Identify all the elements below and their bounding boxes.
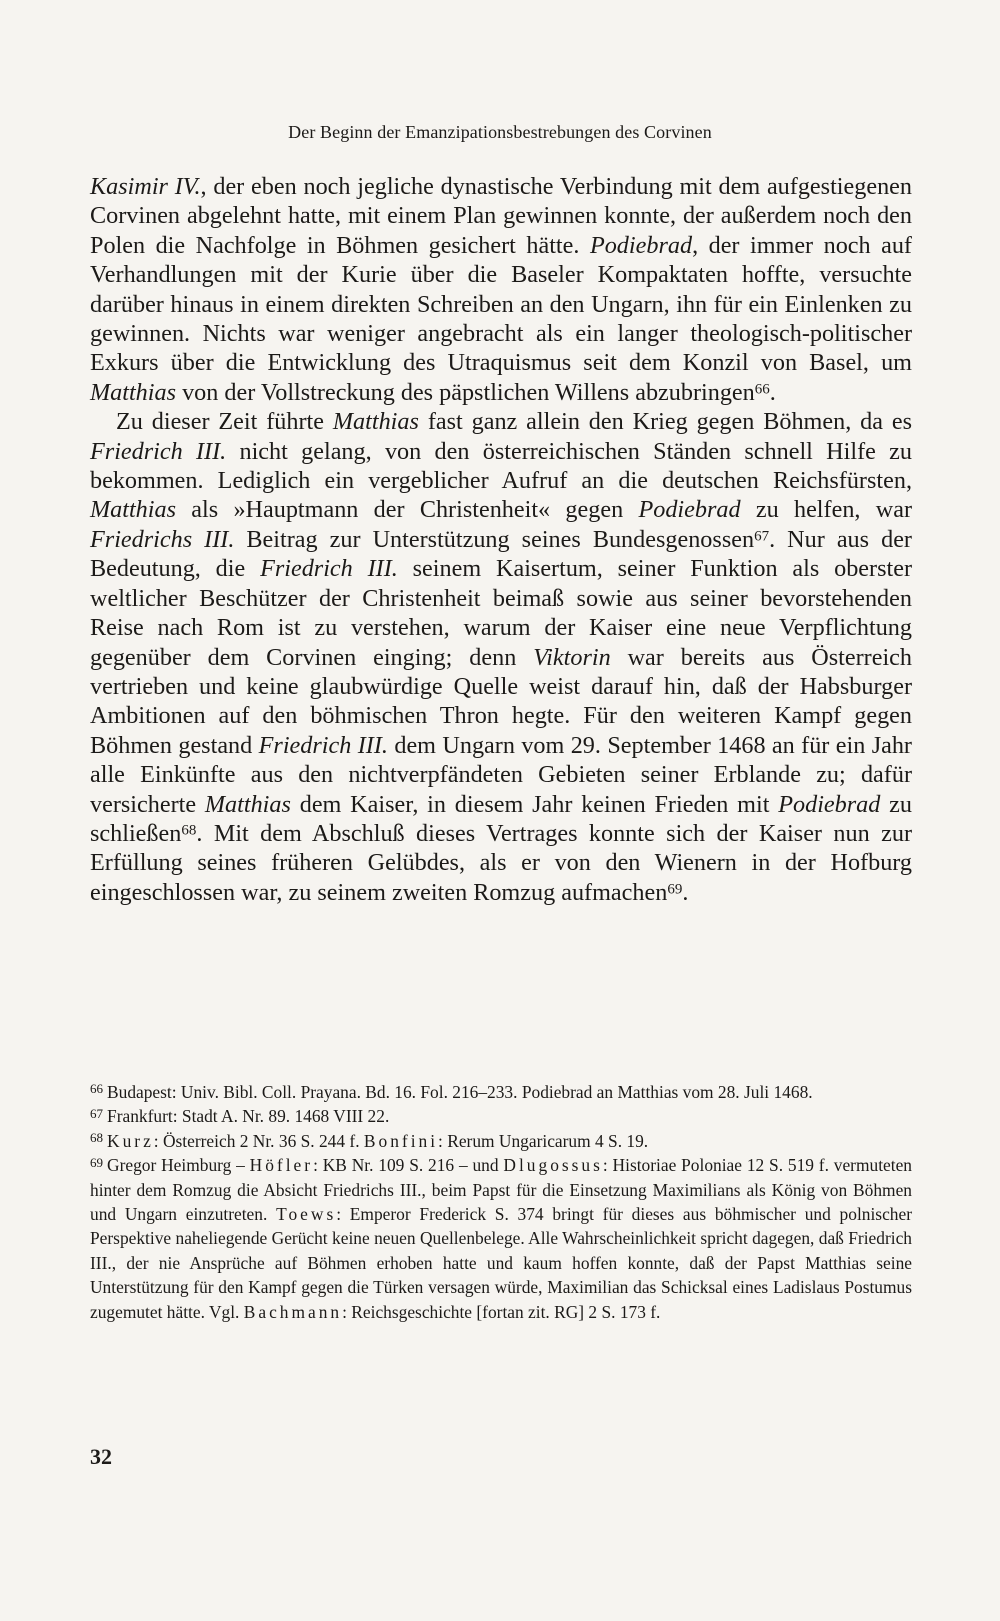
footnote-number: 69 (90, 1154, 104, 1170)
footnote-ref-67[interactable]: 67 (754, 528, 770, 545)
text-run: . (682, 878, 689, 906)
text-run: , der immer noch auf Verhandlungen mit der Kurie über die Baseler Kompaktaten hoffte, versuchte darüber hinaus in einem direkten Schreiben an den Ungarn, ihn für ein Einlenken zu gewinnen. Nichts war weniger angebracht als ein langer theologisch-politischer Exkurs über die Entwicklung des Utraquismus seit dem Konzil von Basel, um (90, 231, 912, 377)
person-name: Kasimir IV. (90, 173, 201, 200)
text-run: als »Hauptmann der Christenheit« gegen (176, 496, 639, 524)
footnote-text: : KB Nr. 109 S. 216 – und (313, 1155, 504, 1176)
person-name: Viktorin (533, 643, 611, 671)
footnote-68 (90, 1129, 912, 1153)
footnote-text: Budapest: Univ. Bibl. Coll. Prayana. Bd. 16. Fol. 216–233. Podiebrad an Matthias vom 28. Juli 1468. (107, 1082, 813, 1102)
text-run: zu schließen (90, 790, 912, 847)
author-name: Höfler (249, 1155, 314, 1176)
author-name: Bachmann (243, 1301, 343, 1322)
person-name: Friedrich III. (258, 731, 388, 759)
footnote-text: Gregor Heimburg – (107, 1155, 250, 1176)
person-name: Matthias (332, 408, 419, 436)
person-name: Friedrich III. (90, 437, 227, 465)
person-name: Friedrich III. (260, 555, 398, 583)
text-run: . (769, 378, 776, 406)
author-name: Kurz (107, 1130, 154, 1151)
text-run: dem Ungarn vom 29. September 1468 an für ein Jahr alle Einkünfte aus den nichtverpfändeten Gebieten seiner Erblande zu; dafür versicherte (90, 731, 912, 818)
footnote-text: : Reichsgeschichte [fortan zit. RG] 2 S. 173 f. (342, 1301, 661, 1322)
text-run: . Mit dem Abschluß dieses Vertrages konnte sich der Kaiser nun zur Erfüllung seines früheren Gelübdes, als er von den Wienern in der Hofburg eingeschlossen war, zu seinem zweiten Romzug aufmachen (90, 819, 912, 906)
footnote-number: 68 (90, 1130, 104, 1146)
text-run: war bereits aus Österreich vertrieben und keine glaubwürdige Quelle weist darauf hin, daß der Habsburger Ambitionen auf den böhmischen Thron hegte. Für den weiteren Kampf gegen Böhmen gestand (90, 643, 913, 759)
footnote-66 (90, 1080, 912, 1104)
person-name: Matthias (90, 496, 177, 524)
person-name: Podiebrad (638, 496, 741, 524)
footnotes (90, 1080, 912, 1324)
person-name: Matthias (90, 378, 177, 406)
footnote-text: : Rerum Ungaricarum 4 S. 19. (438, 1130, 649, 1151)
footnote-text: Frankfurt: Stadt A. Nr. 89. 1468 VIII 22. (107, 1106, 390, 1127)
text-run: Zu dieser Zeit führte (116, 408, 333, 436)
footnote-text: : Historiae Poloniae 12 S. 519 f. vermuteten hinter dem Romzug die Absicht Friedrichs III., beim Papst für die Einsetzung Maximilians als König von Böhmen und Ungarn einzutreten. (90, 1155, 912, 1225)
footnote-67 (90, 1104, 912, 1128)
text-run: nicht gelang, von den österreichischen Ständen schnell Hilfe zu bekommen. Lediglich ein vergeblicher Aufruf an die deutschen Reichsfürsten, (90, 437, 912, 495)
page-number: 32 (90, 1444, 112, 1469)
text-run: . Nur aus der Bedeutung, die (90, 525, 912, 583)
text-run: Beitrag zur Unterstützung seines Bundesgenossen (234, 525, 755, 553)
text-run: , der eben noch jegliche dynastische Verbindung mit dem aufgestiegenen Corvinen abgelehnt hatte, mit einem Plan gewinnen konnte, der außerdem noch den Polen die Nachfolge in Böhmen gesichert hätte. (90, 173, 912, 259)
text-run: fast ganz allein den Krieg gegen Böhmen, da es (418, 408, 913, 436)
footnote-text: : Emperor Frederick S. 374 bringt für dieses aus böhmischer und polnischer Perspektive naheliegende Gerücht keine neuen Quellenbelege. Alle Wahrscheinlichkeit spricht dagegen, daß Friedrich III., der nie Ansprüche auf Böhmen erhoben hatte und kaum hoffen konnte, daß der Papst Matthias seine Unterstützung für den Kampf gegen die Türken versagen würde, Maximilian das Schicksal eines Ladislaus Postumus zugemutet hätte. Vgl. (90, 1204, 912, 1322)
author-name: Dlugossus (503, 1155, 603, 1176)
footnote-69 (90, 1153, 912, 1324)
person-name: Podiebrad (589, 231, 693, 259)
footnote-ref-69[interactable]: 69 (667, 881, 683, 897)
main-text (90, 172, 912, 907)
running-head: Der Beginn der Emanzipationsbestrebungen des Corvinen (288, 122, 712, 142)
footnote-number: 66 (90, 1081, 104, 1097)
footnote-text: : Österreich 2 Nr. 36 S. 244 f. (153, 1130, 364, 1151)
footnote-number: 67 (90, 1105, 104, 1121)
paragraph-1 (90, 172, 912, 407)
author-name: Bonfini (363, 1130, 439, 1151)
footnote-ref-68[interactable]: 68 (181, 822, 197, 839)
person-name: Matthias (204, 790, 291, 818)
text-run: dem Kaiser, in diesem Jahr keinen Frieden mit (290, 790, 779, 818)
text-run: zu helfen, war (740, 496, 912, 524)
person-name: Podiebrad (778, 790, 881, 818)
author-name: Toews (276, 1204, 337, 1225)
text-run: seinem Kaisertum, seiner Funktion als oberster weltlicher Beschützer der Christenheit beimaß sowie aus seiner bevorstehenden Reise nach Rom ist zu verstehen, warum der Kaiser eine neue Verpflichtung gegenüber dem Corvinen einging; denn (90, 555, 912, 671)
footnote-ref-66[interactable]: 66 (754, 381, 770, 398)
person-name: Friedrichs III. (90, 525, 235, 553)
paragraph-2 (90, 407, 912, 907)
text-run: von der Vollstreckung des päpstlichen Willens abzubringen (176, 378, 755, 406)
